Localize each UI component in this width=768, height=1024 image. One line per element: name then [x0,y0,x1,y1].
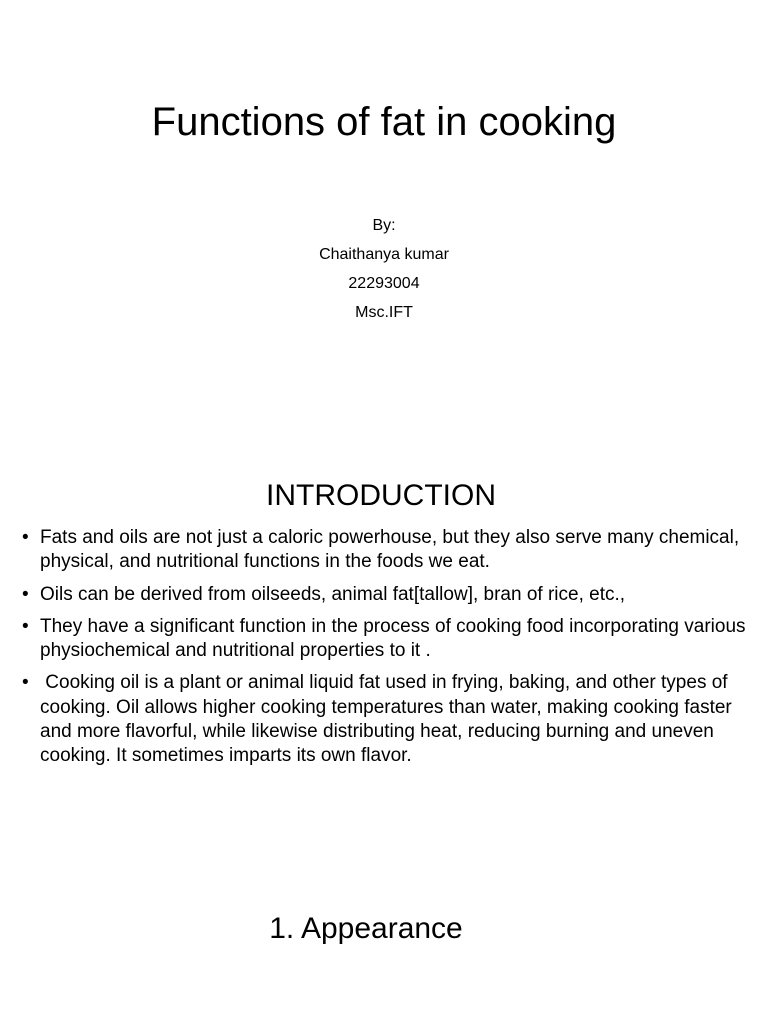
introduction-heading: INTRODUCTION [266,479,496,512]
bullet-text: Cooking oil is a plant or animal liquid fat used in frying, baking, and other types of cooking. Oil allows higher cooking temperatures than water, making cooking faster and more flavorful, while likewise distributing heat, reducing burning and uneven cooking. It sometimes imparts its own flavor. [40,672,738,767]
bullet-icon: • [22,583,29,605]
author-name: Chaithanya kumar [319,246,449,263]
bullet-text: Fats and oils are not just a caloric powerhouse, but they also serve many chemical, physical, and nutritional functions in the foods we eat. [40,527,740,573]
author-id: 22293004 [348,275,420,292]
bullet-icon: • [22,672,29,694]
bullet-item [22,671,746,768]
bullet-icon: • [22,615,29,637]
introduction-bullet-list [22,526,746,777]
bullet-item [22,615,746,664]
author-block [0,211,768,327]
by-label: By: [372,217,396,234]
bullet-text: Oils can be derived from oilseeds, animal fat[tallow], bran of rice, etc., [40,583,626,605]
appearance-heading: 1. Appearance [269,912,463,945]
author-program: Msc.IFT [355,304,413,321]
bullet-text: They have a significant function in the process of cooking food incorporating various physiochemical and nutritional properties to it . [40,615,746,662]
bullet-item [22,583,746,607]
bullet-icon: • [22,527,29,548]
bullet-item [22,526,746,575]
slide-title: Functions of fat in cooking [151,100,617,144]
